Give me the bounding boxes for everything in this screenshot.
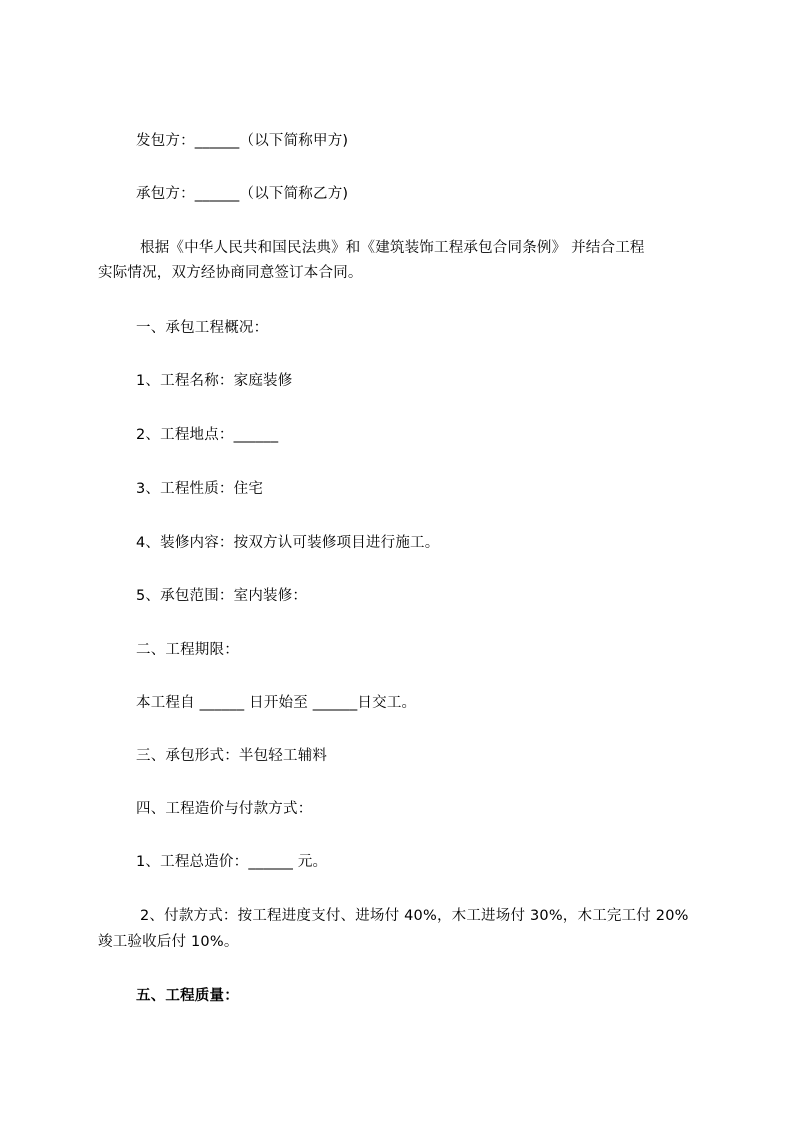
payment-method-line-1: 2、付款方式：按工程进度支付、进场付 40%，木工进场付 30%，木工完工付 20% — [140, 908, 689, 924]
preamble-line-1: 根据《中华人民共和国民法典》和《建筑装饰工程承包合同条例》 并结合工程 — [140, 240, 645, 256]
project-location-line: 2、工程地点：______ — [136, 427, 279, 443]
preamble-line-2: 实际情况，双方经协商同意签订本合同。 — [98, 265, 363, 281]
contract-scope-line: 5、承包范围：室内装修： — [136, 588, 308, 604]
section-1-heading: 一、承包工程概况： — [136, 320, 269, 336]
party-a-line: 发包方：______（以下简称甲方) — [136, 133, 349, 149]
section-4-heading: 四、工程造价与付款方式： — [136, 801, 313, 817]
section-5-heading: 五、工程质量： — [136, 988, 239, 1004]
project-nature-line: 3、工程性质：住宅 — [136, 481, 264, 497]
project-period-line: 本工程自 ______ 日开始至 ______日交工。 — [136, 695, 417, 711]
section-3-heading: 三、承包形式：半包轻工辅料 — [136, 748, 328, 764]
section-2-heading: 二、工程期限： — [136, 642, 239, 658]
total-cost-line: 1、工程总造价：______ 元。 — [136, 854, 328, 870]
renovation-content-line: 4、装修内容：按双方认可装修项目进行施工。 — [136, 535, 440, 551]
project-name-line: 1、工程名称：家庭装修 — [136, 373, 293, 389]
payment-method-line-2: 竣工验收后付 10%。 — [98, 934, 239, 950]
party-b-line: 承包方：______（以下简称乙方) — [136, 186, 349, 202]
